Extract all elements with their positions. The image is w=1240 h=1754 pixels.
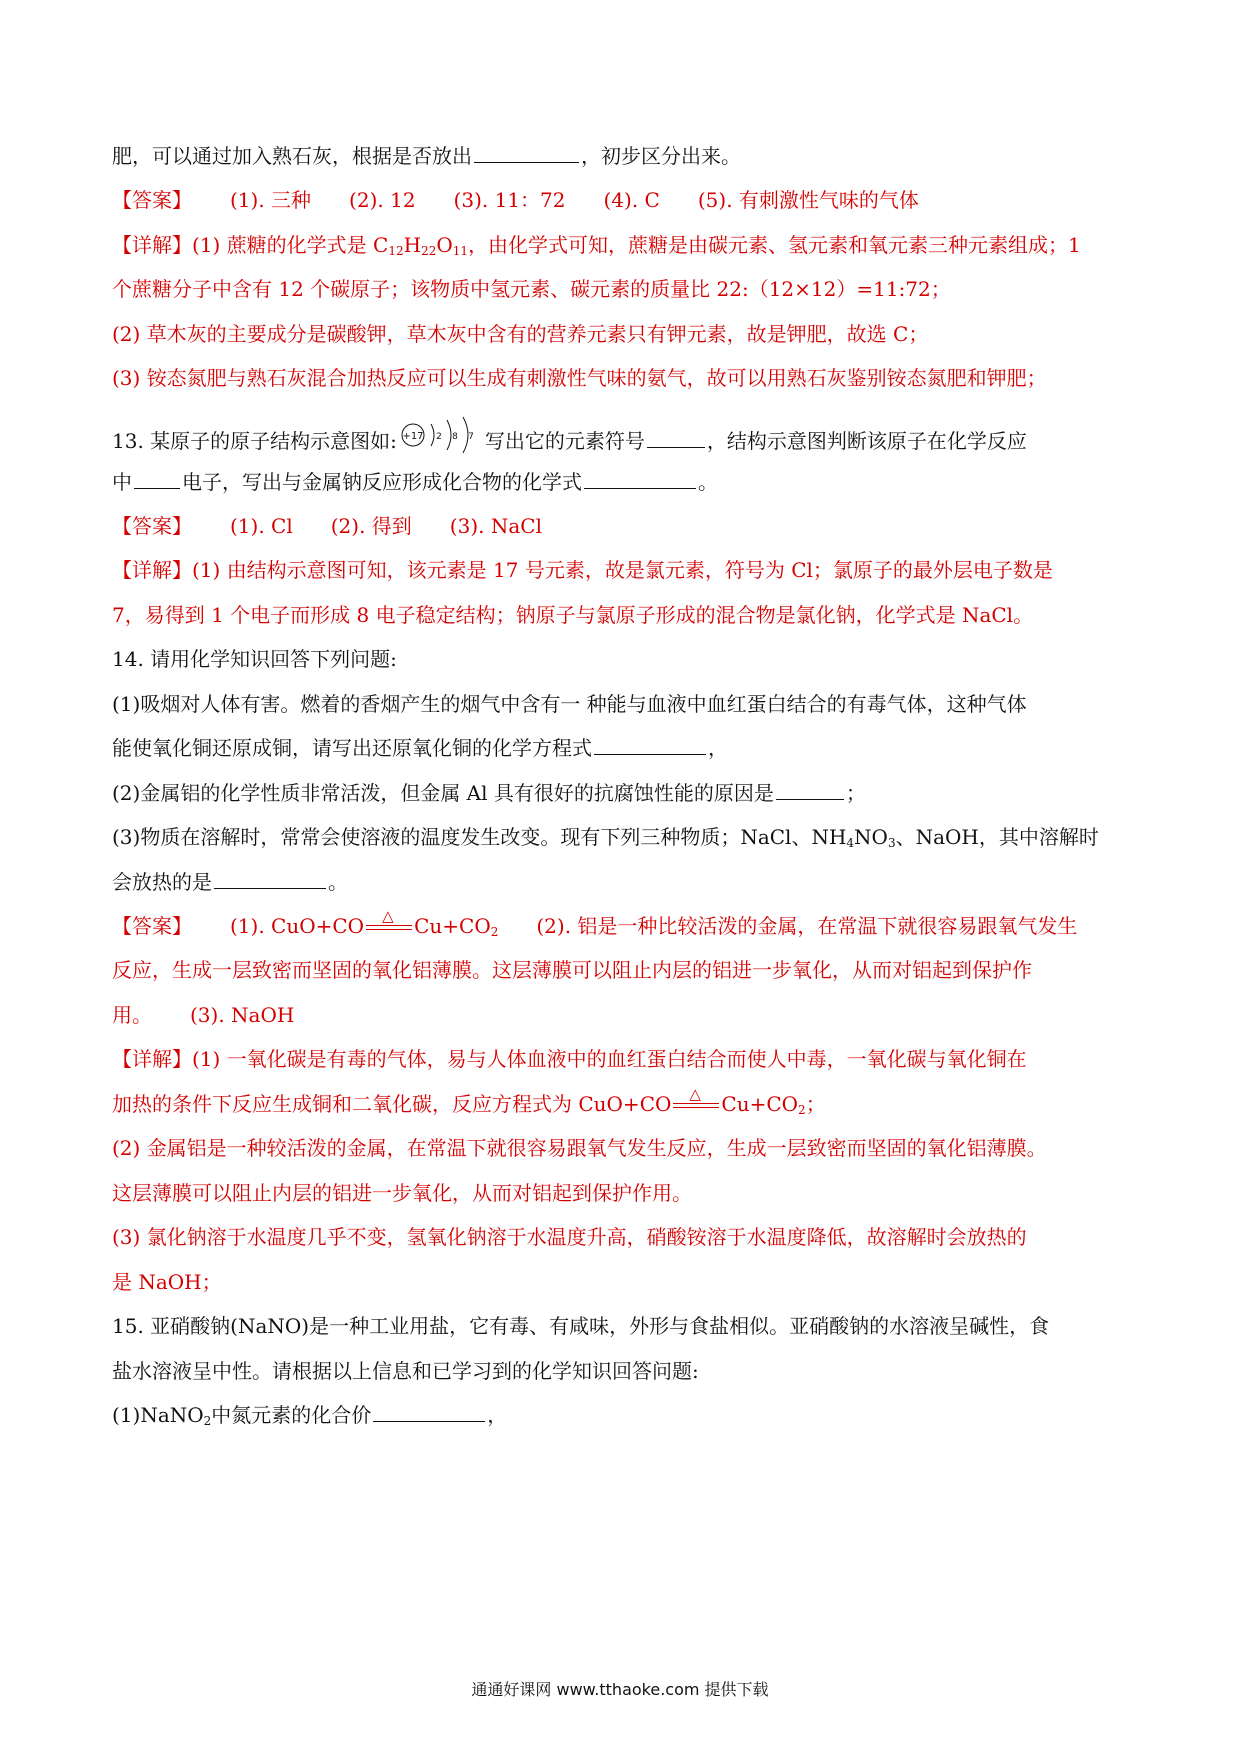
detail-line: 【详解】(1) 由结构示意图可知，该元素是 17 号元素，故是氯元素，符号为 Cl；氯原子的最外层电子数是 [112, 558, 1053, 582]
answer-line: 反应，生成一层致密而坚固的氧化铝薄膜。这层薄膜可以阻止内层的铝进一步氧化，从而对铝起到保护作 [112, 958, 1032, 982]
answer-tag: 【答案】 [112, 514, 192, 538]
answer-line: 【答案】 (1). Cl (2). 得到 (3). NaCl [112, 514, 542, 538]
answer-blank[interactable] [647, 429, 705, 448]
detail-line: 7，易得到 1 个电子而形成 8 电子稳定结构；钠原子与氯原子形成的混合物是氯化钠，化学式是 NaCl。 [112, 603, 1034, 627]
detail-line: (3) 氯化钠溶于水温度几乎不变，氢氧化钠溶于水温度升高，硝酸铵溶于水温度降低，故溶解时会放热的 [112, 1225, 1027, 1249]
heating-arrow: △ [364, 913, 414, 935]
question-14-3: (3)物质在溶解时，常常会使溶液的温度发生改变。现有下列三种物质；NaCl、$NH_4NO_3$、NaOH，其中溶解时 [112, 825, 1099, 850]
answer-tag: 【答案】 [112, 914, 192, 938]
page-footer: 通通好课网 www.tthaoke.com 提供下载 [471, 1680, 769, 1699]
detail-line: 个蔗糖分子中含有 12 个碳原子；该物质中氢元素、碳元素的质量比 22:（12×12）=11:72； [112, 277, 951, 301]
answer-line: 用。 (3). NaOH [112, 1003, 295, 1027]
answer-blank[interactable] [584, 470, 696, 489]
detail-tag: 【详解】 [112, 558, 192, 582]
answer-line: 【答案】 (1). CuO+CO △ $Cu+CO_2$ (2). 铝是一种比较活泼的金属，在常温下就很容易跟氧气发生 [112, 907, 1078, 939]
svg-text:7: 7 [468, 432, 474, 442]
svg-text:2: 2 [436, 432, 442, 442]
answer-blank[interactable] [474, 144, 579, 163]
atom-structure-diagram [401, 416, 481, 454]
detail-line: 这层薄膜可以阻止内层的铝进一步氧化，从而对铝起到保护作用。 [112, 1181, 692, 1205]
answer-tag: 【答案】 [112, 188, 192, 212]
detail-line: (3) 铵态氮肥与熟石灰混合加热反应可以生成有刺激性气味的氨气，故可以用熟石灰鉴别铵态氮肥和钾肥； [112, 366, 1047, 390]
detail-line: 是 NaOH； [112, 1270, 222, 1294]
answer-blank[interactable] [594, 736, 706, 755]
detail-tag: 【详解】 [112, 233, 192, 257]
answer-blank[interactable] [134, 470, 180, 489]
svg-text:8: 8 [452, 432, 458, 442]
answer-blank[interactable] [373, 1403, 485, 1422]
question-13-cont: 中 电子，写出与金属钠反应形成化合物的化学式 。 [112, 470, 718, 494]
detail-line: 【详解】(1) 蔗糖的化学式是 $C_{12}H_{22}O_{11}$，由化学式可知，蔗糖是由碳元素、氢元素和氧元素三种元素组成；1 [112, 233, 1081, 258]
text-line: 肥，可以通过加入熟石灰，根据是否放出 ，初步区分出来。 [112, 144, 741, 168]
detail-line: 加热的条件下反应生成铜和二氧化碳，反应方程式为 CuO+CO △ $Cu+CO_2$； [112, 1085, 826, 1117]
question-15-cont: 盐水溶液呈中性。请根据以上信息和已学习到的化学知识回答问题: [112, 1359, 699, 1383]
detail-tag: 【详解】 [112, 1047, 192, 1071]
detail-line: (2) 金属铝是一种较活泼的金属，在常温下就很容易跟氧气发生反应，生成一层致密而坚固的氧化铝薄膜。 [112, 1136, 1047, 1160]
detail-line: 【详解】(1) 一氧化碳是有毒的气体，易与人体血液中的血红蛋白结合而使人中毒，一氧化碳与氧化铜在 [112, 1047, 1027, 1071]
answer-blank[interactable] [214, 870, 326, 889]
answer-line: 【答案】 (1). 三种 (2). 12 (3). 11：72 (4). C (5). 有刺激性气味的气体 [112, 188, 919, 212]
question-14-1-cont: 能使氧化铜还原成铜，请写出还原氧化铜的化学方程式 ， [112, 736, 728, 760]
question-14-2: (2)金属铝的化学性质非常活泼，但金属 Al 具有很好的抗腐蚀性能的原因是 ； [112, 781, 866, 805]
question-14-title: 14. 请用化学知识回答下列问题: [112, 647, 397, 671]
heating-arrow: △ [671, 1091, 721, 1113]
question-13: 13. 某原子的原子结构示意图如: +17 2 8 7 写出它的元素符号 ，结构示意图判断该原子在化学反应 [112, 416, 1132, 455]
question-14-3-cont: 会放热的是 。 [112, 870, 348, 894]
question-15: 15. 亚硝酸钠(NaNO)是一种工业用盐，它有毒、有咸味，外形与食盐相似。亚硝酸钠的水溶液呈碱性，食 [112, 1314, 1050, 1338]
detail-line: (2) 草木灰的主要成分是碳酸钾，草木灰中含有的营养元素只有钾元素，故是钾肥，故选 C； [112, 322, 929, 346]
answer-blank[interactable] [776, 781, 844, 800]
svg-text:+17: +17 [402, 431, 424, 442]
question-15-1: (1)NaNO$_2$中氮元素的化合价 ， [112, 1403, 508, 1428]
question-14-1: (1)吸烟对人体有害。燃着的香烟产生的烟气中含有一 种能与血液中血红蛋白结合的有毒气体，这种气体 [112, 692, 1027, 716]
